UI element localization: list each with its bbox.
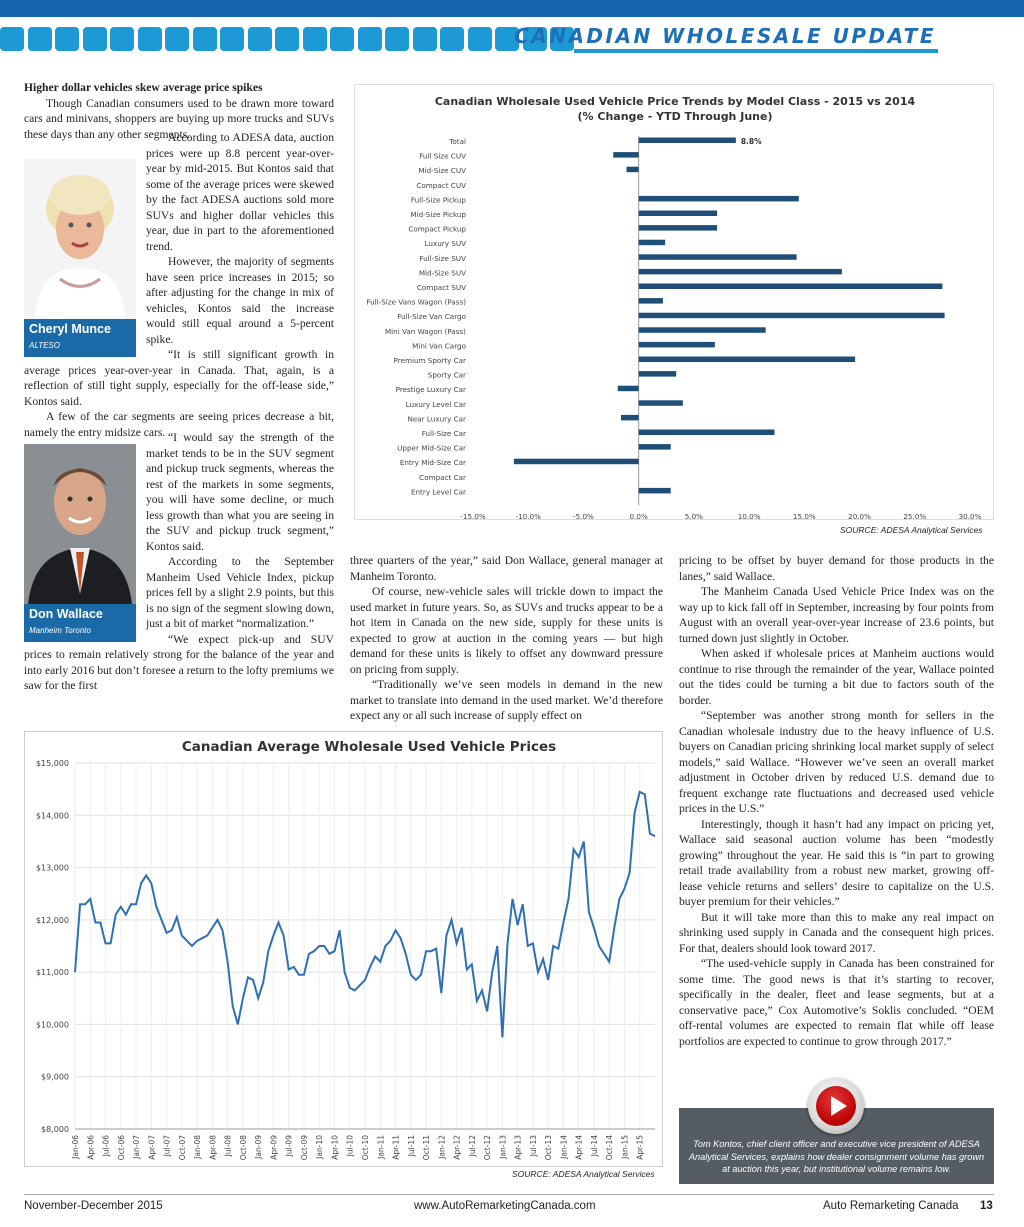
header-dash — [0, 27, 24, 51]
tick-label: Oct-06 — [116, 1135, 126, 1161]
header-dash — [275, 27, 299, 51]
tick-label: $15,000 — [35, 759, 69, 768]
chart-source: SOURCE: ADESA Analytical Services — [512, 1169, 655, 1179]
bar — [639, 298, 663, 304]
tick-label: 30.0% — [958, 512, 982, 521]
tick-label: Jul-10 — [345, 1135, 355, 1157]
tick-label: Jan-13 — [498, 1135, 508, 1159]
tick-label: 25.0% — [903, 512, 927, 521]
line-chart-average-prices — [24, 731, 663, 1167]
category-label: Total — [449, 137, 466, 146]
paragraph: “September was another strong month for sellers in the Canadian wholesale industry due to the heavy influence of U.S. buyers on Canadian pricing shrinking local market supply of select models,” said Wallace. “However we’ve seen an overall market adjustment in October driven by reduced U.S. demand due to frequent exchange rate fluctuations and decreased used vehicle prices in the U.S.” — [679, 709, 994, 815]
chart-source: SOURCE: ADESA Analytical Services — [840, 525, 983, 535]
header-dash — [165, 27, 189, 51]
tick-label: Oct-10 — [361, 1135, 370, 1161]
category-label: Entry Level Car — [410, 487, 466, 497]
tick-label: Apr-14 — [574, 1135, 584, 1160]
tick-label: 5.0% — [684, 512, 704, 521]
tick-label: Apr-07 — [147, 1135, 157, 1160]
bar — [639, 138, 736, 144]
paragraph: three quarters of the year,” said Don Wallace, general manager at Manheim Toronto. — [350, 554, 663, 583]
paragraph: According to the September Manheim Used Vehicle Index, pickup prices fell by a slight 2.9 points, but this is no sign of the segment slowing down, just a bit of market “normalization.” — [146, 555, 334, 630]
tick-label: Oct-12 — [483, 1135, 493, 1161]
header-dashes — [0, 27, 560, 51]
paragraph: The Manheim Canada Used Vehicle Price Index was on the way up to kick fall off in September, increasing by four points from August with an overall year-over-year increase of 23.6 points, but turned down just slightly in October. — [679, 585, 994, 645]
paragraph: However, the majority of segments have seen price increases in 2015; so after adjusting for the change in mix of vehicles, Kontos said the increase would still equal around a 5-percent spike. — [146, 255, 334, 346]
person-name: Cheryl Munce — [29, 322, 111, 336]
category-label: Full-Size Vans Wagon (Pass) — [366, 297, 466, 307]
category-label: Full-Size Car — [421, 429, 466, 438]
tick-label: Jul-14 — [589, 1135, 599, 1157]
subheading: Higher dollar vehicles skew average price spikes — [24, 81, 263, 94]
tick-label: Jul-09 — [284, 1135, 294, 1157]
tick-label: 0.0% — [629, 512, 648, 521]
bar — [514, 459, 639, 465]
tick-label: $12,000 — [35, 915, 69, 925]
bar — [618, 386, 639, 392]
tick-label: $8,000 — [41, 1125, 69, 1134]
paragraph: According to ADESA data, auction prices were up 8.8 percent year-over-year by mid-2015. But Kontos said that some of the average prices were skewed by the fact ADESA auctions sold more SUVs and higher dollar vehicles this year, due in part to the aforementioned trend. — [146, 131, 334, 253]
header-dash — [468, 27, 492, 51]
chart-subtitle: (% Change - YTD Through June) — [577, 110, 773, 123]
tick-label: -5.0% — [573, 512, 594, 521]
tick-label: Jan-15 — [620, 1135, 630, 1159]
person-title: Manheim Toronto — [29, 625, 91, 635]
bar — [639, 211, 717, 217]
bar — [639, 240, 666, 246]
top-bar — [0, 0, 1024, 17]
bar — [639, 327, 766, 333]
category-label: Luxury Level Car — [405, 399, 466, 409]
tick-label: Oct-07 — [177, 1135, 187, 1161]
category-label: Premium Sporty Car — [393, 356, 466, 365]
bar — [639, 313, 945, 319]
tick-label: Apr-06 — [86, 1135, 96, 1160]
tick-label: Jan-08 — [193, 1135, 203, 1159]
bar-chart-model-class — [354, 84, 994, 520]
category-label: Luxury SUV — [424, 239, 466, 249]
photo-cheryl-munce — [24, 159, 136, 357]
header-dash — [385, 27, 409, 51]
bar — [639, 254, 797, 259]
header-dash — [220, 27, 244, 51]
header-dash — [303, 27, 327, 51]
tick-label: Oct-09 — [299, 1135, 309, 1161]
tick-label: Jan-10 — [315, 1135, 325, 1159]
tick-label: Jul-08 — [223, 1135, 233, 1157]
paragraph: “Traditionally we’ve seen models in demand in the new market to translate into demand in the used market. We’d therefore expect any or all such increase of supply effect on — [350, 678, 663, 722]
bar — [639, 430, 775, 436]
bar — [639, 342, 715, 348]
category-label: Prestige Luxury Car — [395, 385, 466, 395]
tick-label: Oct-13 — [544, 1135, 554, 1161]
category-label: Mid-Size Pickup — [410, 210, 466, 219]
category-label: Mini Van Wagon (Pass) — [384, 326, 466, 336]
tick-label: Jul-07 — [162, 1135, 172, 1157]
tick-label: Apr-13 — [513, 1135, 523, 1160]
tick-label: -15.0% — [460, 512, 486, 521]
chart-title: Canadian Wholesale Used Vehicle Price Trends by Model Class - 2015 vs 2014 — [434, 95, 916, 108]
chart-title: Canadian Average Wholesale Used Vehicle Prices — [181, 739, 557, 755]
section-underline — [574, 49, 938, 53]
footer-publication: Auto Remarketing Canada — [823, 1200, 959, 1212]
tick-label: 15.0% — [792, 512, 816, 521]
category-label: Compact Car — [419, 472, 466, 482]
header-dash — [55, 27, 79, 51]
footer-website-link[interactable]: www.AutoRemarketingCanada.com — [414, 1200, 596, 1212]
article-column-2 — [350, 553, 663, 724]
category-label: Mid-Size CUV — [418, 166, 466, 176]
play-button-icon[interactable] — [808, 1078, 864, 1134]
header-dash — [83, 27, 107, 51]
photo-don-wallace — [24, 444, 136, 642]
category-label: Compact SUV — [416, 283, 466, 292]
person-name: Don Wallace — [29, 607, 103, 621]
portrait-image — [24, 444, 136, 604]
header-dash — [440, 27, 464, 51]
category-label: Compact CUV — [416, 180, 466, 190]
paragraph: When asked if wholesale prices at Manheim auctions would continue to rise through the remainder of the year, Wallace pointed out the tides could be turning a bit due to factors south of the border. — [679, 647, 994, 707]
paragraph: Of course, new-vehicle sales will trickle down to impact the used market in future years. So, as SUVs and trucks appear to be a hot item in Canada on the new side, supply for these units is expected to grow at auction in the coming years — but high demand for these units is likely to offset any downward pressure on pricing from supply. — [350, 585, 663, 676]
article-column-3 — [679, 553, 994, 1049]
paragraph: “It is still significant growth in average prices year-over-year in Canada. That, again, is a reflection of still tight supply, especially for the off-lease side,” Kontos said. — [24, 348, 334, 408]
tick-label: Oct-11 — [422, 1135, 432, 1161]
video-caption: Tom Kontos, chief client officer and executive vice president of ADESA Analytical Services, explains how dealer consignment volume has grown at auction this year, but institutional volume remains low. — [688, 1139, 985, 1174]
tick-label: $10,000 — [35, 1020, 69, 1030]
paragraph: “I would say the strength of the market tends to be in the SUV segment and pickup truck segments, whereas the rest of the markets in some segments, you will have some decline, or much less growth than what you are seeing in the SUV and pickup truck segment,” Kontos said. — [146, 431, 334, 553]
category-label: Full-Size SUV — [419, 253, 466, 263]
tick-label: Jan-14 — [559, 1135, 569, 1159]
bar — [639, 269, 842, 275]
section-title: CANADIAN WHOLESALE UPDATE — [514, 24, 936, 48]
tick-label: Apr-11 — [391, 1135, 401, 1160]
tick-label: Jul-11 — [406, 1135, 416, 1157]
page-number: 13 — [980, 1200, 993, 1212]
header-dash — [413, 27, 437, 51]
category-label: Mid-Size SUV — [418, 268, 466, 278]
tick-label: Jul-13 — [528, 1135, 538, 1157]
paragraph: Interestingly, though it hasn’t had any impact on pricing yet, Wallace said seasonal auction volume has been “modestly growing” throughout the year. He said this is “in part to growing retail trade availability from a robust new market, growing off-lease vehicle returns and sellers’ desire to capitalize on the U.S. buyer premium for their vehicles.” — [679, 817, 994, 908]
category-label: Upper Mid-Size Car — [397, 443, 466, 453]
tick-label: Apr-09 — [269, 1135, 279, 1160]
tick-label: $14,000 — [35, 811, 69, 821]
category-label: Compact Pickup — [408, 224, 466, 234]
paragraph: “We expect pick-up and SUV prices to remain relatively strong for the balance of the year and into early 2016 but don’t foresee a return to the lofty premiums we saw for the first — [24, 632, 334, 692]
portrait-image — [24, 159, 136, 319]
category-label: Near Luxury Car — [407, 414, 466, 424]
person-title: ALTESO — [29, 340, 60, 350]
tick-label: Jan-12 — [437, 1135, 447, 1159]
tick-label: Apr-15 — [635, 1135, 645, 1160]
header-dash — [193, 27, 217, 51]
bar — [639, 444, 671, 450]
header-dash — [28, 27, 52, 51]
header-dash — [110, 27, 134, 51]
paragraph: But it will take more than this to make any real impact on shrinking used supply in Canada and the consequent high prices. For that, dealers should look toward 2017. — [679, 910, 994, 955]
paragraph: “The used-vehicle supply in Canada has been constrained for some time. The good news is that it’s starting to recover, specifically in the dealer, fleet and lease segments, but at a conservative pace,” Cox Automotive’s Soklis concluded. “OEM off-rental volumes are expected to remain flat while off lease portfolios are expected to continue to grow through 2017.” — [679, 957, 994, 1048]
header-dash — [248, 27, 272, 51]
header-dash — [330, 27, 354, 51]
category-label: Full-Size Van Cargo — [397, 312, 466, 322]
tick-label: Oct-08 — [238, 1135, 248, 1161]
header-dash — [358, 27, 382, 51]
tick-label: 10.0% — [737, 512, 761, 521]
tick-label: 20.0% — [848, 512, 871, 521]
tick-label: $13,000 — [35, 863, 69, 873]
bar — [621, 415, 639, 421]
bar — [639, 196, 799, 202]
bar — [639, 225, 717, 231]
bar — [639, 357, 855, 363]
tick-label: Jul-06 — [101, 1135, 111, 1157]
tick-label: Jan-06 — [71, 1135, 80, 1159]
bar — [613, 152, 638, 158]
tick-label: Jan-11 — [376, 1135, 386, 1159]
footer-issue-date: November-December 2015 — [24, 1200, 163, 1212]
tick-label: $11,000 — [35, 968, 69, 978]
tick-label: Apr-12 — [452, 1135, 462, 1160]
bar — [627, 167, 639, 173]
tick-label: Jan-07 — [132, 1135, 142, 1159]
bar — [639, 284, 943, 290]
paragraph: pricing to be offset by buyer demand for those products in the lanes,” said Wallace. — [679, 554, 994, 583]
header-dash — [138, 27, 162, 51]
category-label: Full Size CUV — [419, 151, 466, 161]
bar — [639, 400, 683, 406]
tick-label: Jan-09 — [254, 1135, 264, 1159]
tick-label: Apr-08 — [208, 1135, 218, 1160]
photo-caption — [24, 319, 136, 357]
category-label: Entry Mid-Size Car — [399, 458, 466, 468]
paragraph: A few of the car segments are seeing prices decrease a bit, namely the entry midsize cars. — [24, 410, 334, 439]
category-label: Full-Size Pickup — [410, 195, 466, 205]
data-label: 8.8% — [740, 137, 762, 146]
tick-label: Jul-12 — [467, 1135, 477, 1157]
tick-label: Oct-14 — [605, 1135, 615, 1161]
footer-divider — [24, 1194, 994, 1195]
paragraph: Though Canadian consumers used to be drawn more toward cars and minivans, shoppers are buying up more trucks and SUVs these days than any other segments. — [24, 96, 334, 141]
category-label: Mini Van Cargo — [412, 341, 466, 351]
article-column-1 — [24, 80, 334, 694]
tick-label: -10.0% — [515, 512, 541, 521]
bar — [639, 488, 671, 494]
category-label: Sporty Car — [427, 370, 466, 380]
tick-label: $9,000 — [41, 1072, 69, 1082]
tick-label: Apr-10 — [330, 1135, 340, 1160]
photo-caption — [24, 604, 136, 642]
bar — [639, 371, 677, 377]
